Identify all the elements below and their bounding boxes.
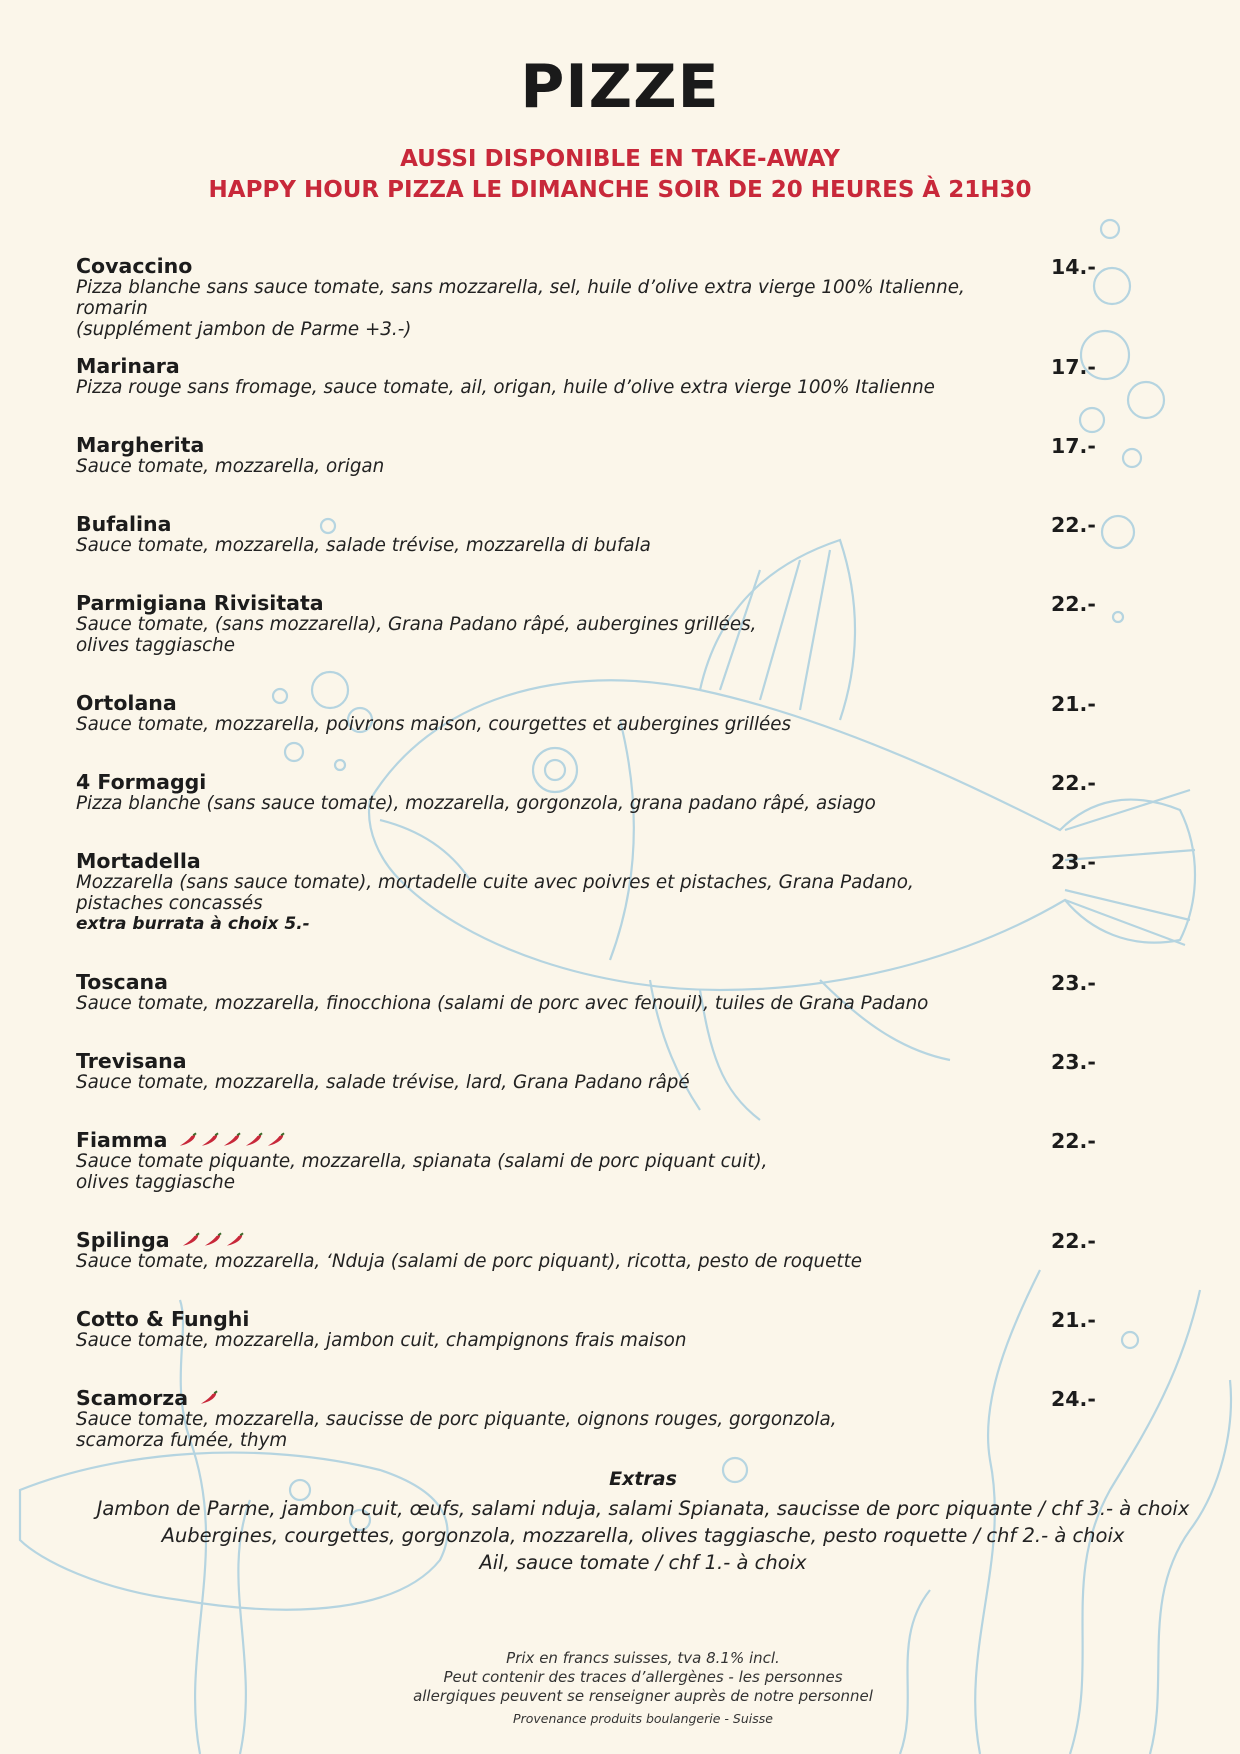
menu-item-description: (supplément jambon de Parme +3.-): [76, 319, 412, 340]
menu-item: [76, 1308, 1076, 1351]
menu-item-price: 23.-: [1051, 850, 1096, 874]
menu-item-header: [76, 850, 1076, 872]
menu-item-header: [76, 1050, 1076, 1072]
allergen-note: Peut contenir des traces d’allergènes - les personnes: [443, 1668, 843, 1686]
menu-item-price: 21.-: [1051, 692, 1096, 716]
menu-item: [76, 850, 1076, 935]
menu-item-header: [76, 1229, 1076, 1251]
menu-item-price: 22.-: [1051, 771, 1096, 795]
menu-item-price: 22.-: [1051, 1129, 1096, 1153]
allergen-note-continued: allergiques peuvent se renseigner auprès de notre personnel: [413, 1687, 873, 1705]
menu-item-name: Trevisana: [76, 1049, 187, 1073]
menu-item-description: Mozzarella (sans sauce tomate), mortadelle cuite avec poivres et pistaches, Grana Padano,: [76, 872, 914, 893]
menu-item-description: Sauce tomate, mozzarella, saucisse de porc piquante, oignons rouges, gorgonzola,: [76, 1409, 837, 1430]
menu-item-description: Sauce tomate, (sans mozzarella), Grana Padano râpé, aubergines grillées,: [76, 614, 757, 635]
chili-pepper-icon: [177, 1132, 198, 1148]
page-title: PIZZE: [520, 52, 720, 122]
menu-item-name: Cotto & Funghi: [76, 1307, 250, 1331]
menu-item-price: 17.-: [1051, 355, 1096, 379]
menu-item-header: [76, 971, 1076, 993]
menu-item: [76, 1050, 1076, 1093]
chili-pepper-icon: [180, 1232, 201, 1248]
menu-item-name: Marinara: [76, 354, 180, 378]
menu-item-description: Sauce tomate, mozzarella, salade trévise, lard, Grana Padano râpé: [76, 1072, 690, 1093]
chili-pepper-icon: [265, 1132, 286, 1148]
menu-item-header: [76, 1387, 1076, 1409]
menu-item-name: Margherita: [76, 433, 205, 457]
menu-item-description: Pizza rouge sans fromage, sauce tomate, ail, origan, huile d’olive extra vierge 100% Italienne: [76, 377, 935, 398]
menu-item: [76, 513, 1076, 556]
menu-item-name: Ortolana: [76, 691, 177, 715]
menu-item-header: [76, 434, 1076, 456]
menu-item-name: Covaccino: [76, 254, 193, 278]
menu-item-name: Mortadella: [76, 849, 201, 873]
menu-item: [76, 255, 1076, 340]
menu-item-price: 23.-: [1051, 971, 1096, 995]
menu-item-description: Sauce tomate, mozzarella, jambon cuit, champignons frais maison: [76, 1330, 687, 1351]
extras-title: Extras: [609, 1468, 677, 1490]
menu-item-description: olives taggiasche: [76, 1172, 236, 1193]
menu-item-description: Sauce tomate, mozzarella, origan: [76, 456, 385, 477]
menu-item-price: 14.-: [1051, 255, 1096, 279]
spice-level: [177, 1132, 286, 1148]
chili-pepper-icon: [202, 1232, 223, 1248]
menu-item-name: Parmigiana Rivisitata: [76, 591, 324, 615]
menu-item-price: 24.-: [1051, 1387, 1096, 1411]
menu-item-extra-option: extra burrata à choix 5.-: [76, 914, 310, 934]
menu-item-name: 4 Formaggi: [76, 770, 207, 794]
menu-item-description: Sauce tomate, mozzarella, salade trévise, mozzarella di bufala: [76, 535, 651, 556]
menu-item-price: 23.-: [1051, 1050, 1096, 1074]
menu-item-name: Bufalina: [76, 512, 172, 536]
menu-item-header: [76, 592, 1076, 614]
takeaway-notice: AUSSI DISPONIBLE EN TAKE-AWAY: [400, 146, 840, 172]
menu-item-price: 21.-: [1051, 1308, 1096, 1332]
chili-pepper-icon: [198, 1390, 219, 1406]
chili-pepper-icon: [243, 1132, 264, 1148]
extras-line: Jambon de Parme, jambon cuit, œufs, salami nduja, salami Spianata, saucisse de porc piquante / chf 3.- à choix: [96, 1497, 1190, 1520]
menu-item-description: Sauce tomate, mozzarella, ‘Nduja (salami de porc piquant), ricotta, pesto de roquette: [76, 1251, 862, 1272]
menu-item: [76, 771, 1076, 814]
menu-item: [76, 1129, 1076, 1193]
menu-item-header: [76, 355, 1076, 377]
menu-item-price: 22.-: [1051, 592, 1096, 616]
menu-item-description: Sauce tomate, mozzarella, finocchiona (salami de porc avec fenouil), tuiles de Grana Padano: [76, 993, 929, 1014]
menu-item-header: [76, 1308, 1076, 1330]
chili-pepper-icon: [199, 1132, 220, 1148]
menu-item-header: [76, 692, 1076, 714]
menu-item-header: [76, 1129, 1076, 1151]
menu-item-name: Scamorza: [76, 1386, 189, 1410]
menu-item: [76, 592, 1076, 656]
menu-item-description: Sauce tomate, mozzarella, poivrons maison, courgettes et aubergines grillées: [76, 714, 792, 735]
menu-item: [76, 1229, 1076, 1272]
price-note: Prix en francs suisses, tva 8.1% incl.: [506, 1649, 780, 1667]
chili-pepper-icon: [221, 1132, 242, 1148]
menu-item-description: pistaches concassés: [76, 893, 263, 914]
menu-item-header: [76, 255, 1076, 277]
menu-item: [76, 1387, 1076, 1451]
menu-item: [76, 355, 1076, 398]
menu-item-price: 22.-: [1051, 513, 1096, 537]
extras-line: Aubergines, courgettes, gorgonzola, mozzarella, olives taggiasche, pesto roquette / chf 2.- à choix: [161, 1524, 1125, 1547]
menu-item-name: Spilinga: [76, 1228, 170, 1252]
menu-item-description: Pizza blanche (sans sauce tomate), mozzarella, gorgonzola, grana padano râpé, asiago: [76, 793, 876, 814]
spice-level: [198, 1390, 219, 1406]
menu-item-description: scamorza fumée, thym: [76, 1430, 288, 1451]
menu-item: [76, 692, 1076, 735]
menu-item-name: Toscana: [76, 970, 168, 994]
menu-item-description: Pizza blanche sans sauce tomate, sans mozzarella, sel, huile d’olive extra vierge 100% Italienne, romarin: [76, 277, 965, 319]
menu-item-price: 22.-: [1051, 1229, 1096, 1253]
happy-hour-notice: HAPPY HOUR PIZZA LE DIMANCHE SOIR DE 20 HEURES À 21H30: [208, 177, 1032, 203]
menu-item-description: olives taggiasche: [76, 635, 236, 656]
extras-line: Ail, sauce tomate / chf 1.- à choix: [479, 1551, 807, 1574]
bakery-origin-note: Provenance produits boulangerie - Suisse: [513, 1711, 773, 1726]
menu-item-header: [76, 771, 1076, 793]
chili-pepper-icon: [224, 1232, 245, 1248]
menu-item-description: Sauce tomate piquante, mozzarella, spianata (salami de porc piquant cuit),: [76, 1151, 768, 1172]
menu-item: [76, 434, 1076, 477]
menu-item-name: Fiamma: [76, 1128, 168, 1152]
menu-item-header: [76, 513, 1076, 535]
spice-level: [180, 1232, 245, 1248]
menu-item-price: 17.-: [1051, 434, 1096, 458]
menu-item: [76, 971, 1076, 1014]
